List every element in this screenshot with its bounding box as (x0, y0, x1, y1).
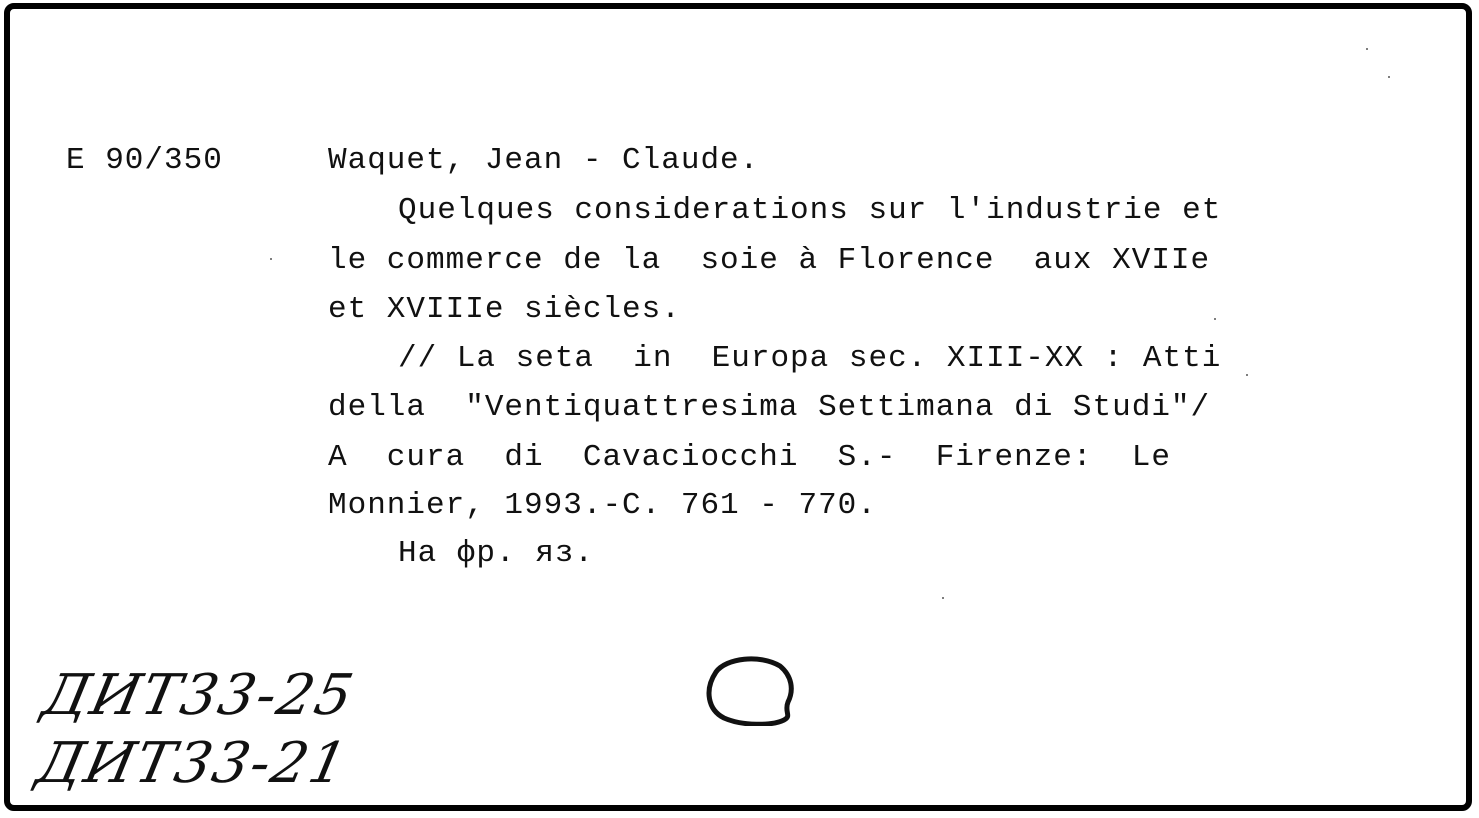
handwritten-code-2: ДИТ33-21 (31, 731, 355, 796)
speck-3 (1214, 318, 1216, 320)
source-line-4: Monnier, 1993.-C. 761 - 770. (328, 488, 877, 523)
source-line-1: // La seta in Europa sec. XIII-XX : Atti (398, 341, 1222, 376)
speck-6 (1246, 374, 1248, 376)
source-line-3: A cura di Cavaciocchi S.- Firenze: Le (328, 440, 1171, 475)
circle-stamp-mark (702, 654, 794, 726)
handwritten-code-1: ДИТ33-25 (37, 663, 361, 728)
speck-2 (1388, 76, 1390, 78)
title-line-2: le commerce de la soie à Florence aux XVIIe (328, 243, 1211, 278)
language-note: На фр. яз. (398, 536, 595, 571)
source-line-2: della "Ventiquattresima Settimana di Studi"/ (328, 390, 1211, 425)
title-line-1: Quelques considerations sur l'industrie et (398, 193, 1222, 228)
author-line: Waquet, Jean - Claude. (328, 143, 760, 178)
call-number: E 90/350 (66, 143, 223, 178)
speck-5 (270, 258, 272, 260)
title-line-3: et XVIIIe siècles. (328, 292, 681, 327)
speck-4 (942, 597, 944, 599)
speck-1 (1366, 48, 1368, 50)
